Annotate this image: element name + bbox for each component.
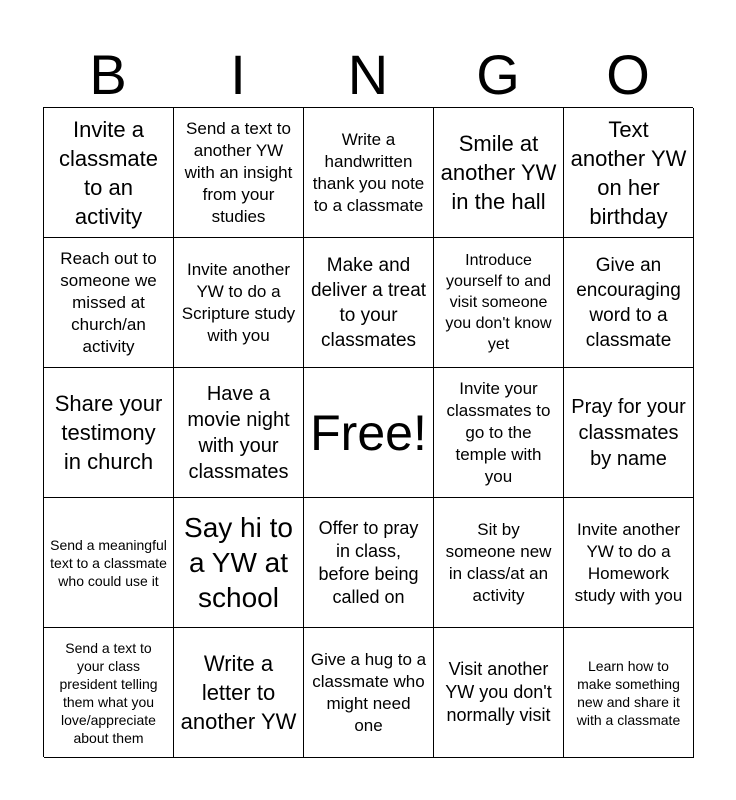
header-letter-b: B xyxy=(89,43,127,106)
cell-text: Visit another YW you don't normally visit xyxy=(445,659,552,725)
cell-text: Invite another YW to do a Homework study with you xyxy=(574,519,683,605)
bingo-cell[interactable] xyxy=(434,498,564,628)
bingo-cell[interactable] xyxy=(44,368,174,498)
bingo-cell[interactable] xyxy=(174,628,304,758)
cell-text: Text another YW on her birthday xyxy=(570,116,687,229)
cell-text: Say hi to a YW at school xyxy=(184,512,293,613)
bingo-cell[interactable] xyxy=(174,498,304,628)
bingo-cell[interactable] xyxy=(174,108,304,238)
cell-text: Give a hug to a classmate who might need one xyxy=(310,649,427,735)
bingo-cell[interactable] xyxy=(304,238,434,368)
bingo-cell[interactable] xyxy=(564,108,694,238)
header-letter-n: N xyxy=(347,43,389,106)
bingo-cell[interactable] xyxy=(434,368,564,498)
cell-text: Learn how to make something new and share it with a classmate xyxy=(576,657,681,728)
bingo-cell[interactable] xyxy=(564,368,694,498)
bingo-cell[interactable] xyxy=(434,108,564,238)
bingo-cell[interactable] xyxy=(44,108,174,238)
cell-text: Reach out to someone we missed at church/an activity xyxy=(60,248,157,356)
cell-text: Invite another YW to do a Scripture study with you xyxy=(181,259,296,345)
header-letter-i: I xyxy=(230,43,246,106)
bingo-cell[interactable] xyxy=(44,628,174,758)
cell-text: Make and deliver a treat to your classmates xyxy=(310,254,427,351)
bingo-cell[interactable] xyxy=(564,498,694,628)
cell-text: Smile at another YW in the hall xyxy=(440,131,557,214)
cell-text: Have a movie night with your classmates xyxy=(187,382,290,483)
bingo-cell[interactable] xyxy=(304,498,434,628)
cell-text: Send a meaningful text to a classmate who could use it xyxy=(50,536,167,589)
cell-text: Give an encouraging word to a classmate xyxy=(576,254,681,351)
bingo-cell[interactable] xyxy=(564,238,694,368)
bingo-cell[interactable] xyxy=(174,368,304,498)
cell-text: Introduce yourself to and visit someone you don't know yet xyxy=(445,252,552,353)
cell-text: Invite a classmate to an activity xyxy=(58,116,159,229)
cell-text: Offer to pray in class, before being called on xyxy=(318,517,419,607)
bingo-header xyxy=(43,44,693,106)
bingo-cell[interactable] xyxy=(174,238,304,368)
cell-text: Sit by someone new in class/at an activity xyxy=(445,519,552,605)
bingo-cell[interactable] xyxy=(304,628,434,758)
cell-text: Write a handwritten thank you note to a classmate xyxy=(312,129,425,215)
bingo-cell[interactable] xyxy=(434,238,564,368)
cell-text: Send a text to your class president telling them what you love/appreciate about them xyxy=(59,639,158,746)
header-letter-o: O xyxy=(606,43,650,106)
bingo-cell[interactable] xyxy=(44,498,174,628)
cell-text: Invite your classmates to go to the temple with you xyxy=(446,378,551,486)
cell-text: Pray for your classmates by name xyxy=(571,395,686,470)
cell-text: Share your testimony in church xyxy=(54,391,163,474)
cell-text: Send a text to another YW with an insight from your studies xyxy=(184,118,293,226)
cell-text: Write a letter to another YW xyxy=(180,651,297,734)
free-space[interactable] xyxy=(304,368,434,498)
bingo-cell[interactable] xyxy=(44,238,174,368)
bingo-cell[interactable] xyxy=(434,628,564,758)
bingo-cell[interactable] xyxy=(304,108,434,238)
free-text: Free! xyxy=(310,404,427,461)
bingo-grid xyxy=(43,107,693,757)
header-letter-g: G xyxy=(476,43,520,106)
bingo-cell[interactable] xyxy=(564,628,694,758)
